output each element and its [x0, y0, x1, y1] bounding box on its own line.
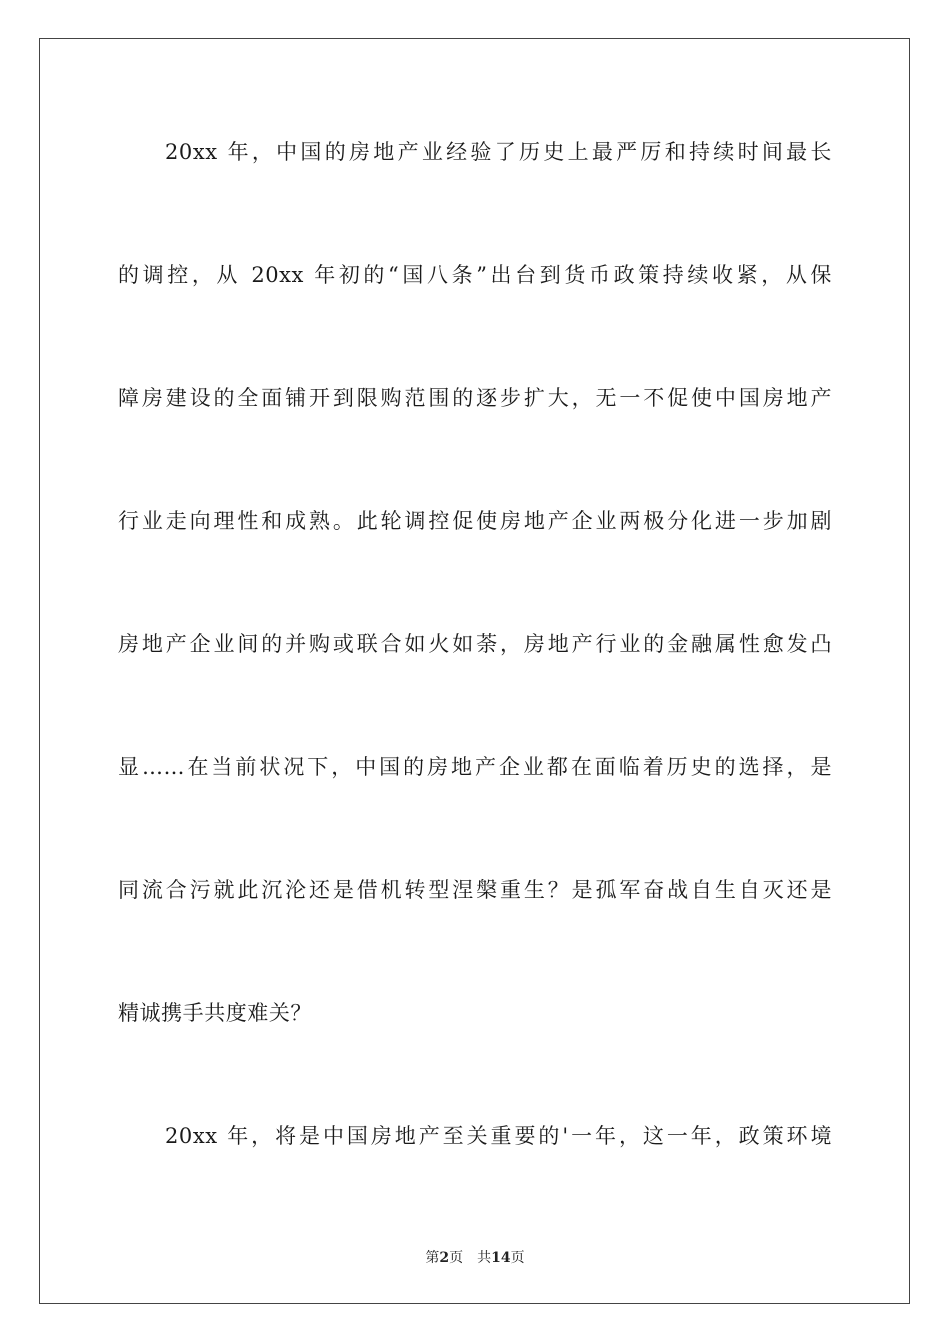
total-prefix: 共: [477, 1250, 492, 1266]
paragraph-line-2: 的调控，从 20xx 年初的“国八条”出台到货币政策持续收紧，从保: [118, 263, 832, 287]
page-prefix: 第: [425, 1250, 440, 1266]
page-number: 2: [439, 1250, 450, 1266]
paragraph-line-7: 同流合污就此沉沦还是借机转型涅槃重生？是孤军奋战自生自灭还是: [118, 878, 832, 902]
page-suffix: 页: [449, 1250, 464, 1266]
paragraph-line-1: 20xx 年，中国的房地产业经验了历史上最严厉和持续时间最长: [165, 140, 832, 164]
paragraph-line-5: 房地产企业间的并购或联合如火如荼，房地产行业的金融属性愈发凸: [118, 632, 832, 656]
paragraph-line-4: 行业走向理性和成熟。此轮调控促使房地产企业两极分化进一步加剧: [118, 509, 832, 533]
paragraph-line-8: 精诚携手共度难关？: [118, 1001, 312, 1025]
page-footer: [0, 1250, 950, 1266]
paragraph-line-3: 障房建设的全面铺开到限购范围的逐步扩大，无一不促使中国房地产: [118, 386, 832, 410]
paragraph-line-9: 20xx 年，将是中国房地产至关重要的'一年，这一年，政策环境: [165, 1124, 832, 1148]
page-border: [39, 38, 910, 1304]
paragraph-line-6: 显……在当前状况下，中国的房地产企业都在面临着历史的选择，是: [118, 755, 832, 779]
total-suffix: 页: [510, 1250, 525, 1266]
total-pages: 14: [491, 1250, 511, 1266]
